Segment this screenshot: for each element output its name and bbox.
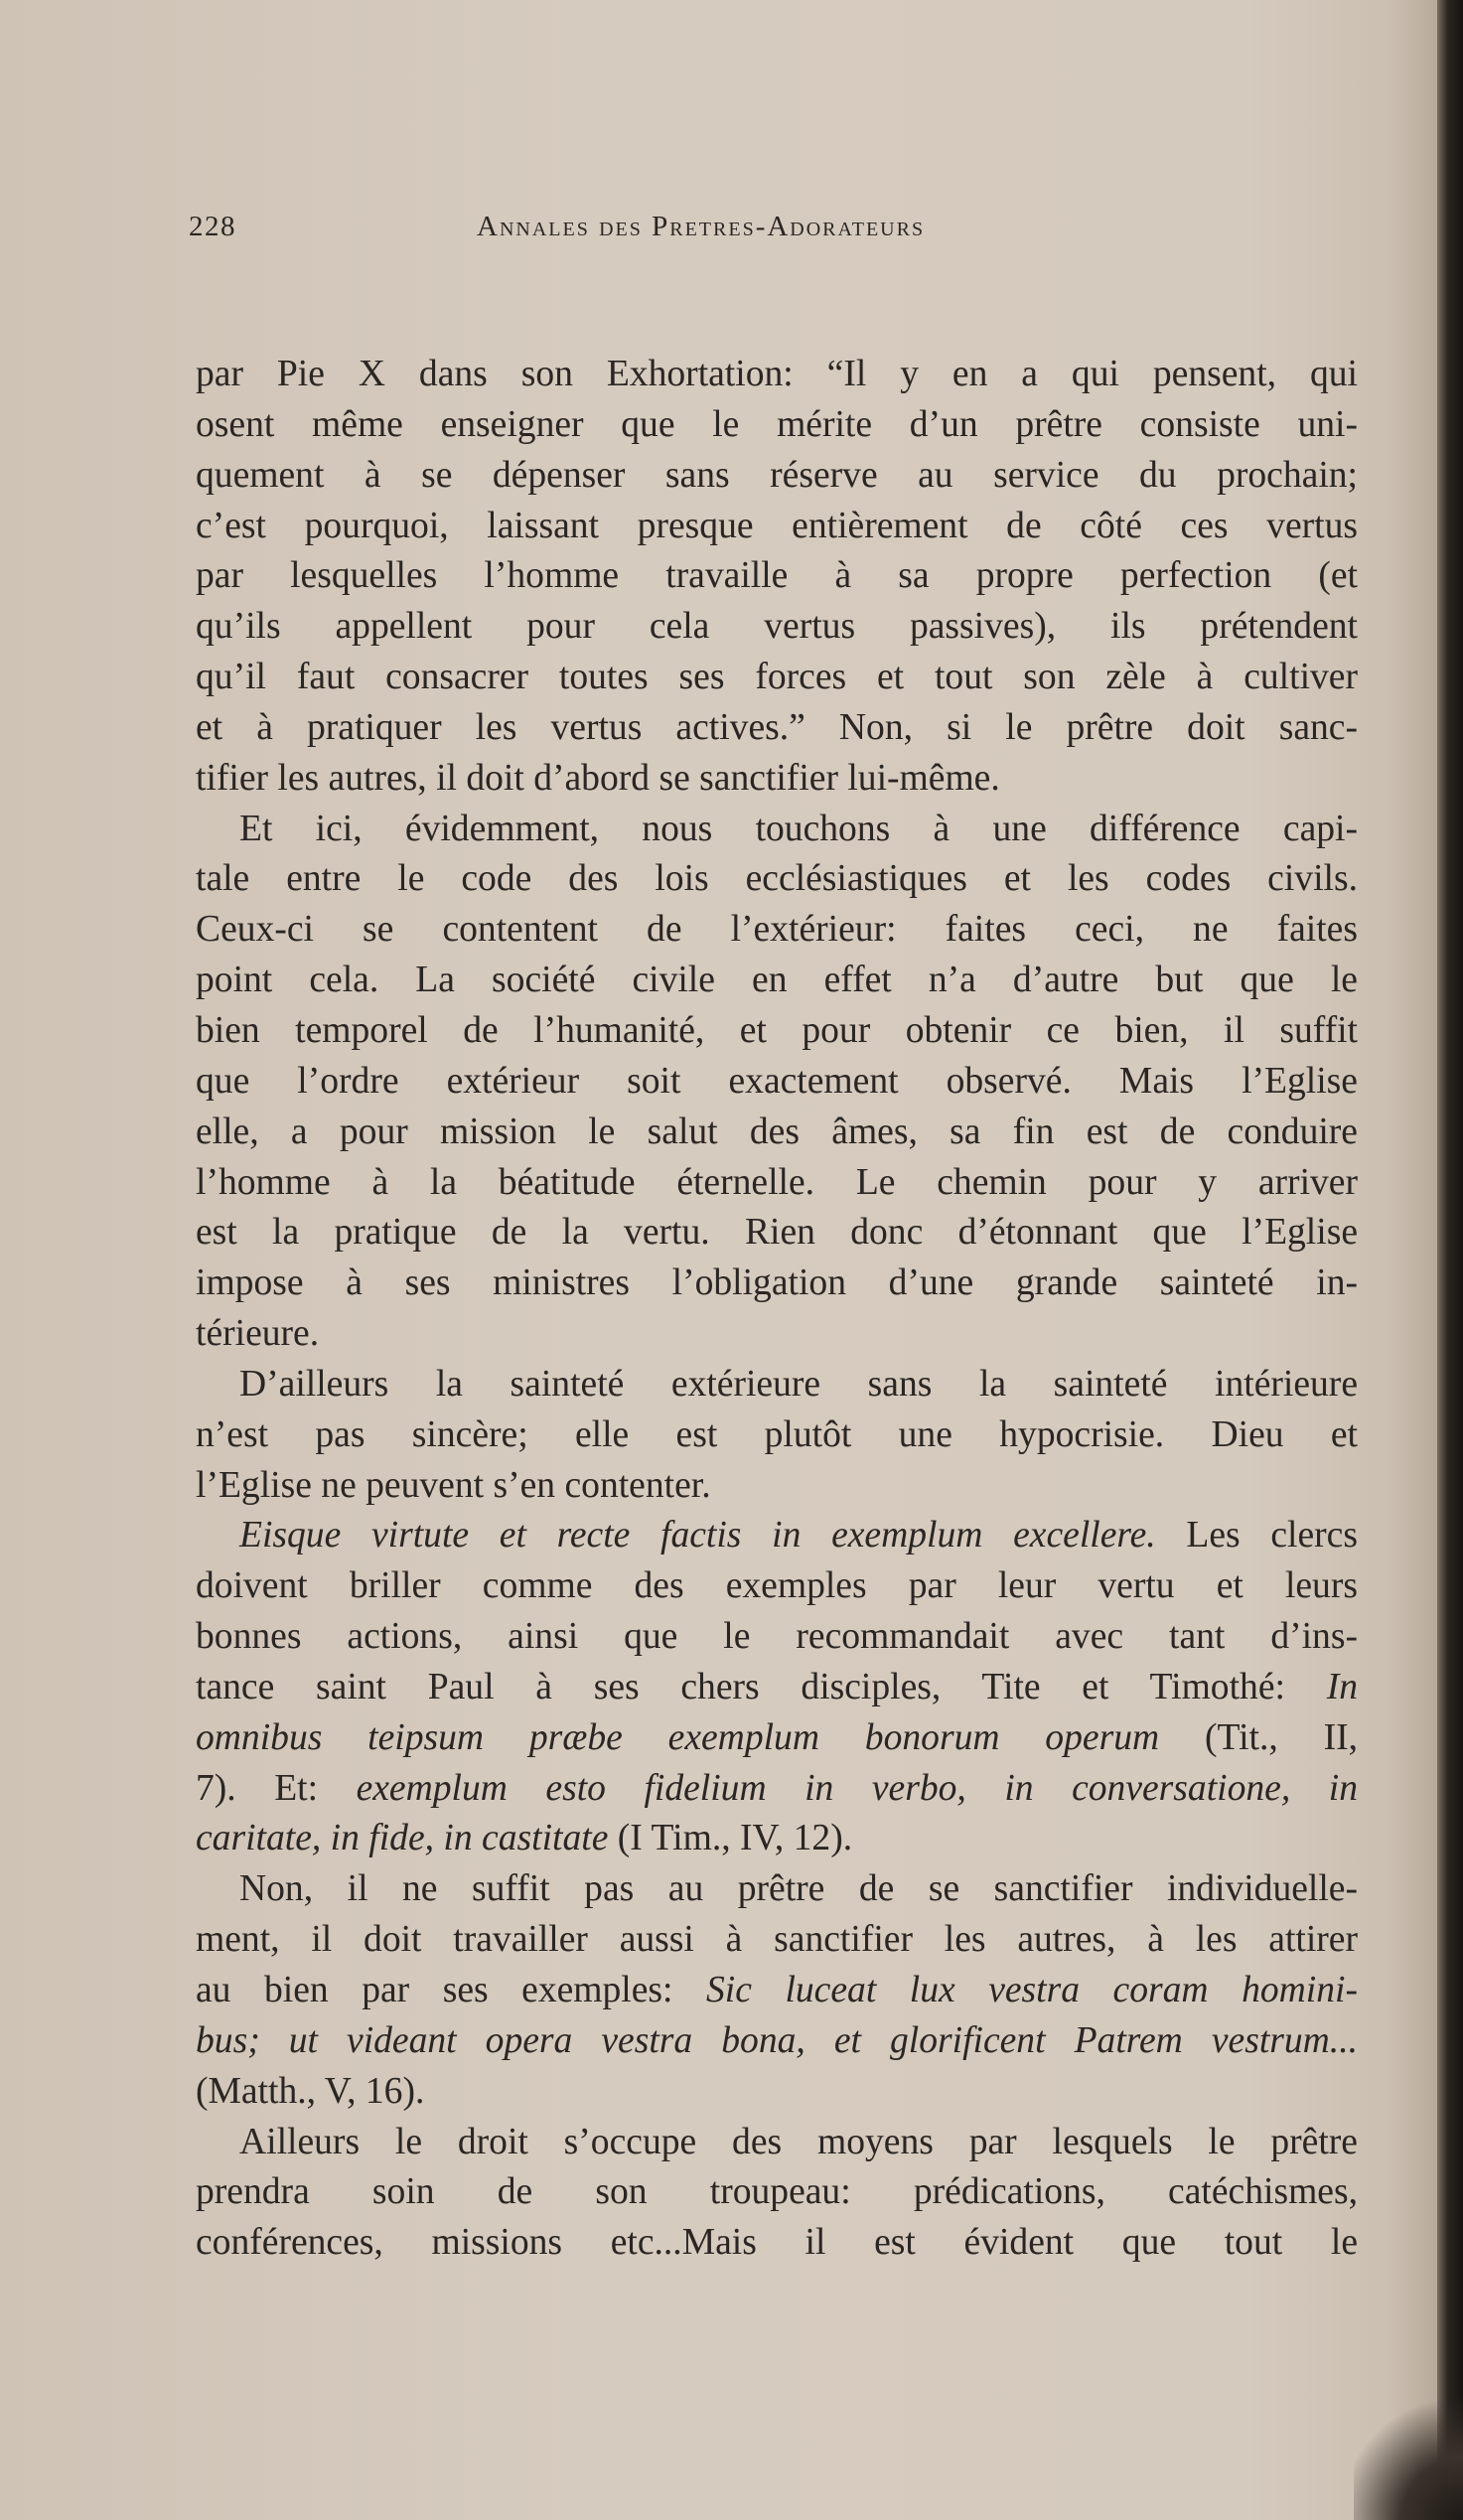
text-line: [196, 1208, 1358, 1259]
page-number: 228: [189, 211, 236, 242]
text-line: [196, 1259, 1358, 1309]
text-segment: (Tit., II,: [1159, 1716, 1358, 1758]
text-line: [196, 2016, 1358, 2067]
text-line: [196, 1915, 1358, 1966]
text-segment: prendra soin de son troupeau: prédications, catéchismes,: [196, 2171, 1358, 2213]
text-segment: conférences, missions etc...Mais il est évident que tout le: [196, 2222, 1358, 2264]
page-corner-shadow: [1354, 2381, 1463, 2520]
running-header: [189, 211, 1341, 250]
text-line: [196, 1461, 1358, 1512]
text-segment: térieure.: [196, 1313, 320, 1355]
text-line: [196, 754, 1358, 805]
text-segment: bonnes actions, ainsi que le recommandait avec tant d’ins-: [196, 1616, 1358, 1658]
italic-segment: bus; ut videant opera vestra bona, et glorificent Patrem vestrum...: [196, 2019, 1358, 2061]
text-line: [196, 1410, 1358, 1461]
text-line: [196, 1561, 1358, 1612]
text-line: [196, 551, 1358, 602]
text-line: [196, 400, 1358, 451]
text-segment: impose à ses ministres l’obligation d’une grande sainteté in-: [196, 1262, 1358, 1304]
text-segment: est la pratique de la vertu. Rien donc d’étonnant que l’Eglise: [196, 1212, 1358, 1254]
text-segment: ment, il doit travailler aussi à sanctifier les autres, à les attirer: [196, 1919, 1358, 1961]
text-line: [196, 1764, 1358, 1815]
text-line: [196, 2118, 1358, 2168]
text-segment: doivent briller comme des exemples par leur vertu et leurs: [196, 1565, 1358, 1607]
text-segment: par Pie X dans son Exhortation: “Il y en a qui pensent, qui: [196, 354, 1358, 394]
italic-segment: In: [1326, 1666, 1358, 1707]
text-segment: l’Eglise ne peuvent s’en contenter.: [196, 1464, 711, 1506]
text-segment: Ailleurs le droit s’occupe des moyens par lesquels le prêtre: [239, 2121, 1358, 2162]
text-line: [196, 905, 1358, 956]
text-line: [196, 1006, 1358, 1057]
text-line: [196, 2167, 1358, 2218]
text-line: [196, 1814, 1358, 1864]
text-segment: au bien par ses exemples:: [196, 1970, 707, 2010]
text-line: [196, 1309, 1358, 1360]
text-segment: quement à se dépenser sans réserve au service du prochain;: [196, 454, 1358, 496]
text-line: [196, 805, 1358, 855]
italic-segment: caritate, in fide, in castitate: [196, 1818, 609, 1859]
text-segment: tale entre le code des lois ecclésiastiques et les codes civils.: [196, 858, 1358, 900]
text-segment: n’est pas sincère; elle est plutôt une hypocrisie. Dieu et: [196, 1413, 1358, 1455]
text-line: [196, 350, 1358, 400]
running-title: Annales des Pretres-Adorateurs: [477, 211, 926, 242]
text-segment: que l’ordre extérieur soit exactement observé. Mais l’Eglise: [196, 1060, 1358, 1102]
text-line: [196, 2218, 1358, 2269]
text-line: [196, 854, 1358, 905]
text-segment: par lesquelles l’homme travaille à sa propre perfection (et: [196, 555, 1358, 597]
text-segment: 7). Et:: [196, 1767, 357, 1809]
text-segment: bien temporel de l’humanité, et pour obtenir ce bien, il suffit: [196, 1009, 1358, 1051]
body-text: [196, 350, 1358, 2269]
text-segment: qu’il faut consacrer toutes ses forces et tout son zèle à cultiver: [196, 657, 1358, 698]
text-line: [196, 1108, 1358, 1158]
text-segment: D’ailleurs la sainteté extérieure sans la sainteté intérieure: [239, 1363, 1358, 1405]
text-segment: tance saint Paul à ses chers disciples, Tite et Timothé:: [196, 1666, 1327, 1707]
text-segment: l’homme à la béatitude éternelle. Le chemin pour y arriver: [196, 1161, 1358, 1203]
text-segment: point cela. La société civile en effet n’a d’autre but que le: [196, 960, 1358, 1001]
book-binding-edge: [1437, 0, 1463, 2520]
text-line: [196, 1360, 1358, 1410]
italic-segment: Sic luceat lux vestra coram homini-: [706, 1970, 1358, 2010]
text-segment: (Matth., V, 16).: [196, 2070, 425, 2112]
text-line: [196, 1057, 1358, 1108]
text-line: [196, 2067, 1358, 2118]
text-line: [196, 1612, 1358, 1663]
text-line: [196, 451, 1358, 502]
text-line: [196, 1966, 1358, 2016]
text-segment: et à pratiquer les vertus actives.” Non, si le prêtre doit sanc-: [196, 706, 1358, 748]
text-segment: Et ici, évidemment, nous touchons à une différence capi-: [239, 808, 1358, 849]
text-segment: elle, a pour mission le salut des âmes, sa fin est de conduire: [196, 1111, 1358, 1152]
italic-segment: Eisque virtute et recte factis in exemplum excellere.: [239, 1515, 1156, 1556]
text-line: [196, 502, 1358, 552]
text-segment: Les clercs: [1155, 1515, 1358, 1556]
text-line: [196, 602, 1358, 653]
text-segment: (I Tim., IV, 12).: [608, 1818, 853, 1859]
text-line: [196, 653, 1358, 703]
text-segment: c’est pourquoi, laissant presque entièrement de côté ces vertus: [196, 505, 1358, 546]
text-segment: Ceux-ci se contentent de l’extérieur: faites ceci, ne faites: [196, 909, 1358, 951]
text-line: [196, 1511, 1358, 1561]
text-segment: tifier les autres, il doit d’abord se sanctifier lui-même.: [196, 757, 1000, 799]
italic-segment: exemplum esto fidelium in verbo, in conversatione, in: [356, 1767, 1358, 1809]
text-line: [196, 1864, 1358, 1915]
text-line: [196, 1663, 1358, 1713]
text-segment: qu’ils appellent pour cela vertus passives), ils prétendent: [196, 606, 1358, 648]
text-segment: Non, il ne suffit pas au prêtre de se sanctifier individuelle-: [239, 1868, 1358, 1910]
text-line: [196, 1158, 1358, 1209]
text-line: [196, 703, 1358, 754]
italic-segment: omnibus teipsum præbe exemplum bonorum operum: [196, 1716, 1160, 1758]
text-line: [196, 1713, 1358, 1764]
text-segment: osent même enseigner que le mérite d’un prêtre consiste uni-: [196, 403, 1358, 445]
text-line: [196, 956, 1358, 1006]
